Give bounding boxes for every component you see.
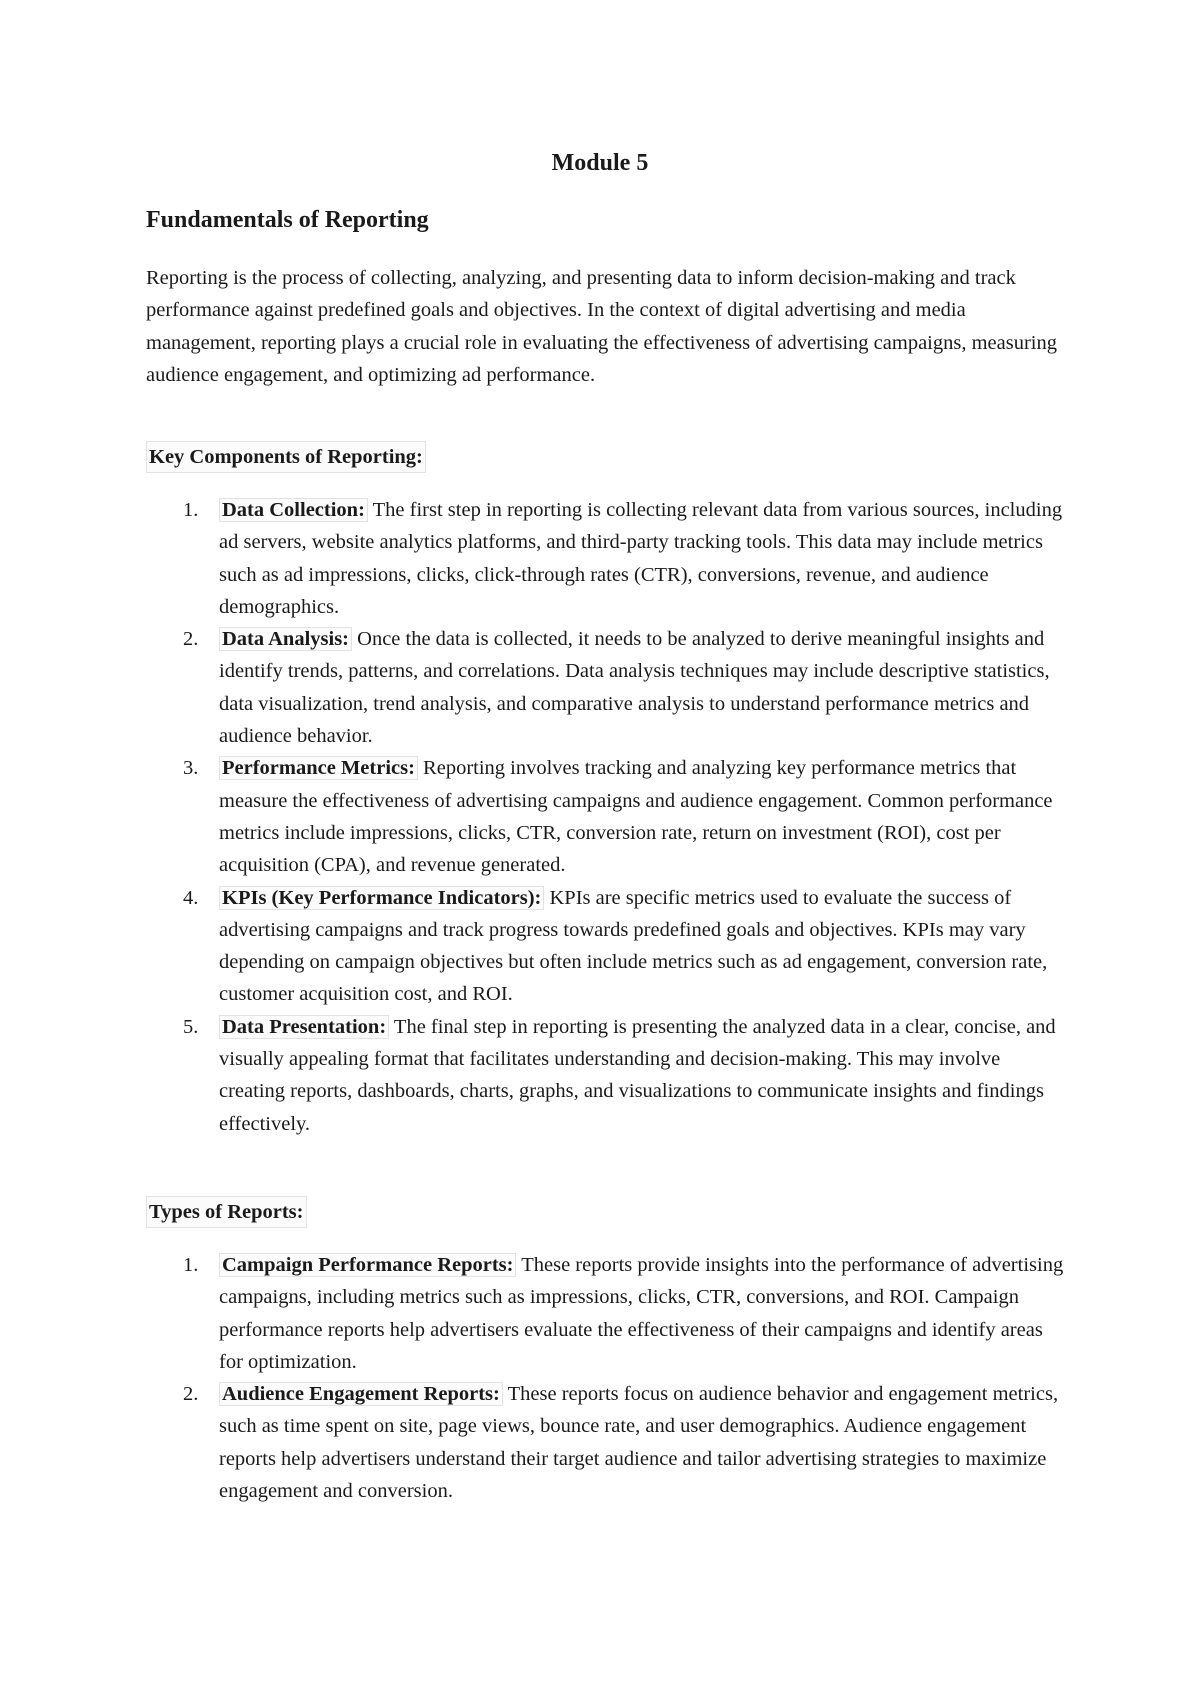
list-text: These reports focus on audience behavior and engagement metrics, such as time spent on site, page views, bounce rate, and user demographics. Audience engagement reports help advertisers understand their target audience and tailor advertising strategies to maximize engagement and conversion. — [219, 1383, 1059, 1503]
list-number: 3. — [183, 757, 199, 780]
list-term: Data Analysis: — [219, 627, 352, 651]
list-item — [0, 623, 1064, 752]
intro-paragraph: Reporting is the process of collecting, analyzing, and presenting data to inform decision-making and track performance against predefined goals and objectives. In the context of digital advertising and media management, reporting plays a crucial role in evaluating the effectiveness of advertising campaigns, measuring audience engagement, and optimizing ad performance. — [146, 267, 1057, 386]
list-item — [0, 494, 1064, 623]
list-number: 1. — [183, 1254, 199, 1276]
list-number: 5. — [183, 1015, 199, 1038]
list-term: Data Presentation: — [219, 1015, 389, 1039]
list-term: Audience Engagement Reports: — [219, 1382, 503, 1406]
list-number: 1. — [183, 499, 199, 521]
list-term: Performance Metrics: — [219, 756, 418, 780]
list-item — [0, 882, 1064, 1011]
list-item — [0, 1249, 1064, 1378]
list-term: Data Collection: — [219, 498, 368, 522]
list-number: 2. — [183, 1383, 199, 1406]
report-types-list — [0, 1249, 1100, 1507]
list-term: KPIs (Key Performance Indicators): — [219, 886, 544, 910]
report-types-heading: Types of Reports: — [146, 1196, 307, 1228]
document-title: Module 5 — [551, 150, 649, 176]
list-text: These reports provide insights into the performance of advertising campaigns, including metrics such as impressions, clicks, CTR, conversions, and ROI. Campaign performance reports help advertisers evaluate the effectiveness of their campaigns and identify areas for optimization. — [219, 1254, 1064, 1373]
key-components-list — [0, 494, 1100, 1140]
list-item — [0, 1378, 1064, 1507]
list-text: KPIs are specific metrics used to evaluate the success of advertising campaigns and track progress towards predefined goals and objectives. KPIs may vary depending on campaign objectives but often include metrics such as ad engagement, conversion rate, customer acquisition cost, and ROI. — [219, 886, 1048, 1006]
list-item — [0, 752, 1064, 881]
key-components-heading: Key Components of Reporting: — [146, 441, 426, 473]
list-text: Once the data is collected, it needs to be analyzed to derive meaningful insights and identify trends, patterns, and correlations. Data analysis techniques may include descriptive statistics, data visualization, trend analysis, and comparative analysis to understand performance metrics and audience behavior. — [219, 628, 1050, 748]
list-term: Campaign Performance Reports: — [219, 1253, 516, 1277]
section-heading: Fundamentals of Reporting — [146, 207, 429, 233]
list-text: The final step in reporting is presenting the analyzed data in a clear, concise, and visually appealing format that facilitates understanding and decision-making. This may involve creating reports, dashboards, charts, graphs, and visualizations to communicate insights and findings effectively. — [219, 1015, 1056, 1135]
list-number: 4. — [183, 886, 199, 909]
list-text: The first step in reporting is collecting relevant data from various sources, including ad servers, website analytics platforms, and third-party tracking tools. This data may include metrics such as ad impressions, clicks, click-through rates (CTR), conversions, revenue, and audience demographics. — [219, 499, 1063, 618]
list-item — [0, 1011, 1064, 1140]
list-number: 2. — [183, 628, 199, 651]
list-text: Reporting involves tracking and analyzing key performance metrics that measure the effectiveness of advertising campaigns and audience engagement. Common performance metrics include impressions, clicks, CTR, conversion rate, return on investment (ROI), cost per acquisition (CPA), and revenue generated. — [219, 757, 1053, 877]
